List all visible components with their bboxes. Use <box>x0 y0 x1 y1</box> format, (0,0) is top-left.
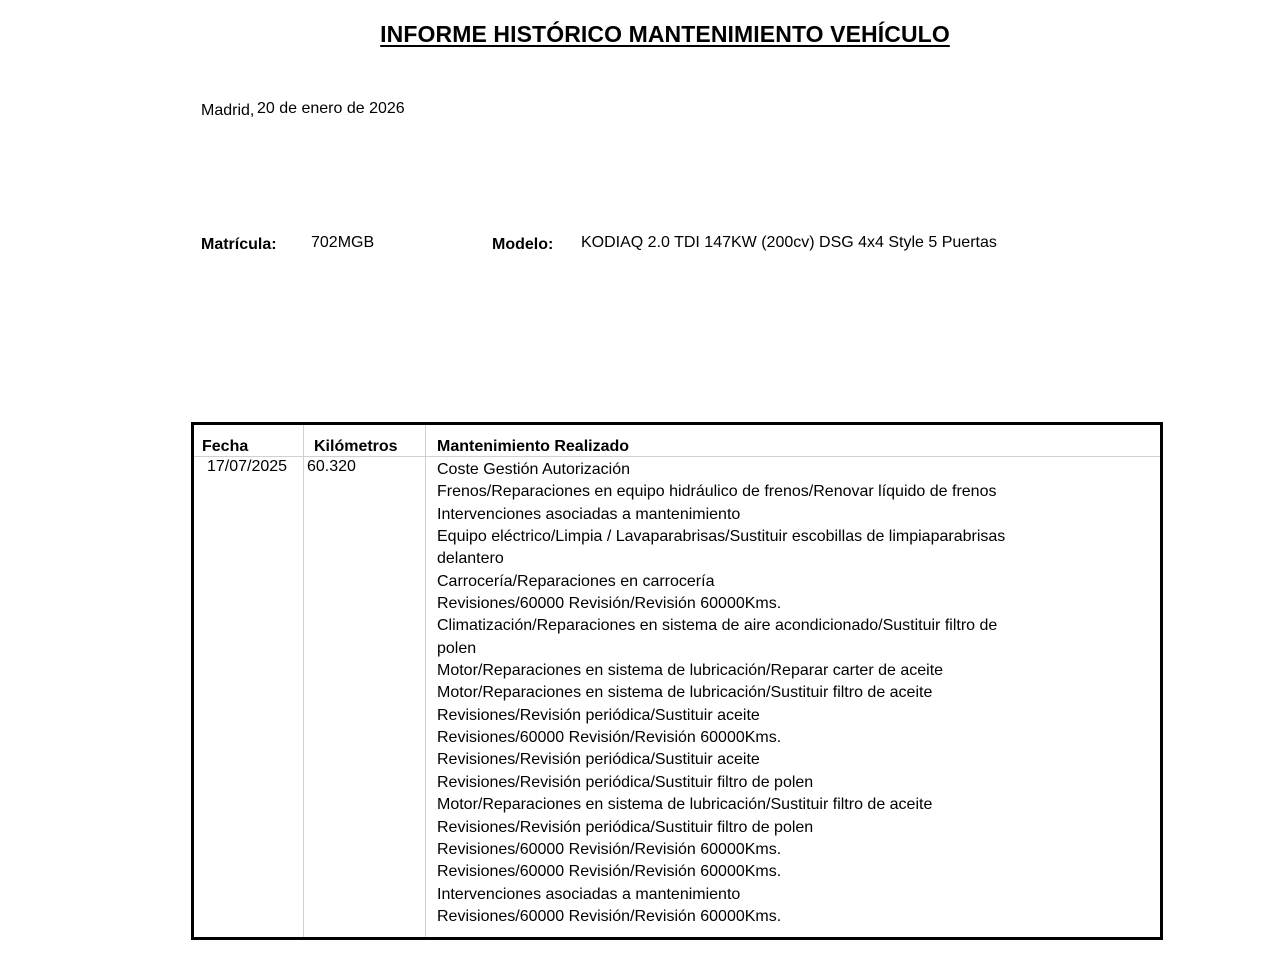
maintenance-item: Frenos/Reparaciones en equipo hidráulico de frenos/Renovar líquido de frenos <box>437 483 997 501</box>
maintenance-table <box>191 422 1163 940</box>
maintenance-item: Revisiones/60000 Revisión/Revisión 60000Kms. <box>437 907 782 925</box>
column-header-km: Kilómetros <box>314 438 398 455</box>
maintenance-item: Intervenciones asociadas a mantenimiento <box>437 505 741 523</box>
maintenance-item: Coste Gestión Autorización <box>437 461 630 478</box>
maintenance-item: Revisiones/60000 Revisión/Revisión 60000Kms. <box>437 863 782 881</box>
column-header-date: Fecha <box>202 438 249 455</box>
column-divider <box>425 425 426 937</box>
plate-value: 702MGB <box>311 234 375 251</box>
report-title: INFORME HISTÓRICO MANTENIMIENTO VEHÍCULO <box>380 21 950 47</box>
plate-label: Matrícula: <box>201 236 277 253</box>
model-label: Modelo: <box>492 236 554 253</box>
maintenance-item: Revisiones/Revisión periódica/Sustituir aceite <box>437 706 760 724</box>
maintenance-item: polen <box>437 639 477 657</box>
maintenance-item: Revisiones/Revisión periódica/Sustituir filtro de polen <box>437 818 814 836</box>
maintenance-item: Equipo eléctrico/Limpia / Lavaparabrisas/Sustituir escobillas de limpiaparabrisas <box>437 528 1006 546</box>
report-date: 20 de enero de 2026 <box>257 100 405 117</box>
column-header-maintenance: Mantenimiento Realizado <box>437 438 630 455</box>
maintenance-item: Climatización/Reparaciones en sistema de aire acondicionado/Sustituir filtro de <box>437 617 998 635</box>
maintenance-item: Motor/Reparaciones en sistema de lubricación/Sustituir filtro de aceite <box>437 796 933 814</box>
header-divider <box>194 456 1160 457</box>
maintenance-item: Motor/Reparaciones en sistema de lubricación/Reparar carter de aceite <box>437 662 944 680</box>
column-divider <box>303 425 304 937</box>
row-km: 60.320 <box>307 458 356 475</box>
report-city: Madrid, <box>201 102 255 119</box>
maintenance-item: Carrocería/Reparaciones en carrocería <box>437 572 715 590</box>
maintenance-item: Revisiones/60000 Revisión/Revisión 60000Kms. <box>437 595 782 613</box>
maintenance-item: Revisiones/Revisión periódica/Sustituir filtro de polen <box>437 773 814 791</box>
model-value: KODIAQ 2.0 TDI 147KW (200cv) DSG 4x4 Style 5 Puertas <box>581 234 997 251</box>
maintenance-item: Revisiones/60000 Revisión/Revisión 60000Kms. <box>437 729 782 747</box>
maintenance-item: Revisiones/60000 Revisión/Revisión 60000Kms. <box>437 840 782 858</box>
maintenance-item: delantero <box>437 550 504 568</box>
row-date: 17/07/2025 <box>207 458 288 475</box>
maintenance-item: Intervenciones asociadas a mantenimiento <box>437 885 741 903</box>
maintenance-item: Motor/Reparaciones en sistema de lubricación/Sustituir filtro de aceite <box>437 684 933 702</box>
maintenance-item: Revisiones/Revisión periódica/Sustituir aceite <box>437 751 760 769</box>
maintenance-items <box>437 459 1005 928</box>
